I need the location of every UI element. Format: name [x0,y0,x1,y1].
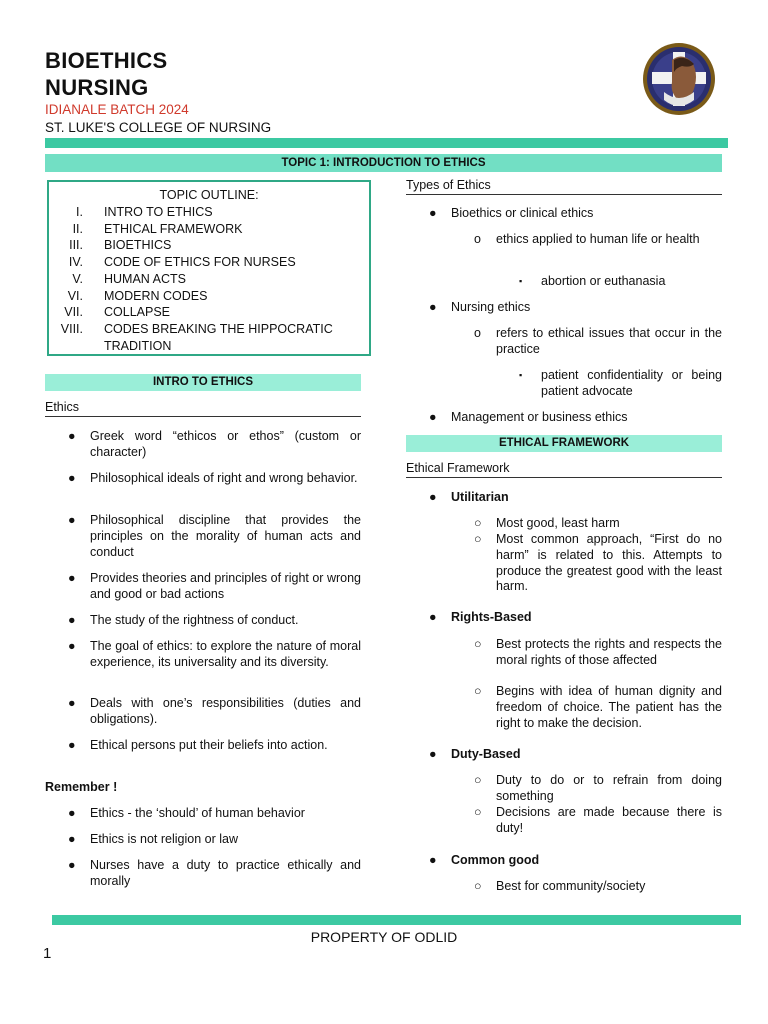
list-item: ○ Decisions are made because there is duty! [474,805,722,835]
list-item: ● Nursing ethics [429,300,531,314]
list-item: ● Bioethics or clinical ethics [429,206,594,220]
outline-item: I. INTRO TO ETHICS [76,205,213,219]
list-item: ○ Most common approach, “First do no harm” is related to this. Attempts to produce the greatest good with the least harm. [474,532,722,594]
college-seal-logo [642,42,716,116]
list-item: ○ Best protects the rights and respects the moral rights of those affected [474,637,722,667]
outline-item: VI. MODERN CODES [67,288,208,303]
topic-banner: TOPIC 1: INTRODUCTION TO ETHICS [45,154,722,172]
list-item: ▪ patient confidentiality or being patient advocate [519,368,722,398]
outline-item: V. HUMAN ACTS [72,271,186,286]
list-item: ● The study of the rightness of conduct. [68,613,299,627]
footer-divider [52,915,741,925]
outline-item: III. BIOETHICS [69,238,172,253]
types-subheading: Types of Ethics [406,178,722,195]
list-item: ● Deals with one’s responsibilities (duties and obligations). [68,696,361,726]
header-divider [45,138,728,148]
remember-label: Remember ! [45,780,118,794]
list-item: ○ Begins with idea of human dignity and freedom of choice. The patient has the right to make the decision. [474,684,722,730]
list-item: ▪ abortion or euthanasia [519,274,666,288]
outline-item: VII. COLLAPSE [64,305,171,320]
list-item: ● Greek word “ethicos or ethos” (custom or character) [68,429,361,459]
list-item: ● Management or business ethics [429,410,628,424]
footer-text: PROPERTY OF ODLID [310,929,458,945]
outline-item: VIII. CODES BREAKING THE HIPPOCRATIC TRADITION [60,321,333,353]
outline-item: IV. CODE OF ETHICS FOR NURSES [68,255,296,270]
list-item: ● The goal of ethics: to explore the nature of moral experience, its universality and its diversity. [68,639,361,669]
outline-heading: TOPIC OUTLINE: [159,188,259,202]
list-item: ● Provides theories and principles of right or wrong and good or bad actions [68,571,361,601]
framework-subheading: Ethical Framework [406,461,722,478]
framework-section-heading: ETHICAL FRAMEWORK [406,435,722,452]
list-item: ○ Best for community/society [474,879,646,893]
page-title: BIOETHICS NURSING [45,48,168,100]
list-item: o ethics applied to human life or health [474,232,700,246]
topic-outline-box [47,180,371,356]
list-item: ● Philosophical discipline that provides the principles on the morality of human acts and conduct [68,513,361,559]
list-item: ● Duty-Based [429,747,521,761]
list-item: ● Ethics - the ‘should’ of human behavior [68,806,305,820]
list-item: ● Ethical persons put their beliefs into action. [68,738,328,752]
outline-item: II. ETHICAL FRAMEWORK [72,221,243,236]
ethics-subheading: Ethics [45,400,361,417]
intro-section-heading: INTRO TO ETHICS [45,374,361,391]
list-item: ○ Most good, least harm [474,516,620,530]
list-item: o refers to ethical issues that occur in the practice [474,326,722,356]
list-item: ● Philosophical ideals of right and wrong behavior. [68,471,358,485]
list-item: ● Ethics is not religion or law [68,832,238,846]
list-item: ● Common good [429,853,540,867]
school-name: ST. LUKE'S COLLEGE OF NURSING [45,120,272,135]
page-number: 1 [43,945,52,962]
list-item: ● Rights-Based [429,610,532,624]
batch-label: IDIANALE BATCH 2024 [45,102,189,117]
list-item: ○ Duty to do or to refrain from doing something [474,773,722,803]
list-item: ● Nurses have a duty to practice ethically and morally [68,858,361,888]
list-item: ● Utilitarian [429,490,509,504]
